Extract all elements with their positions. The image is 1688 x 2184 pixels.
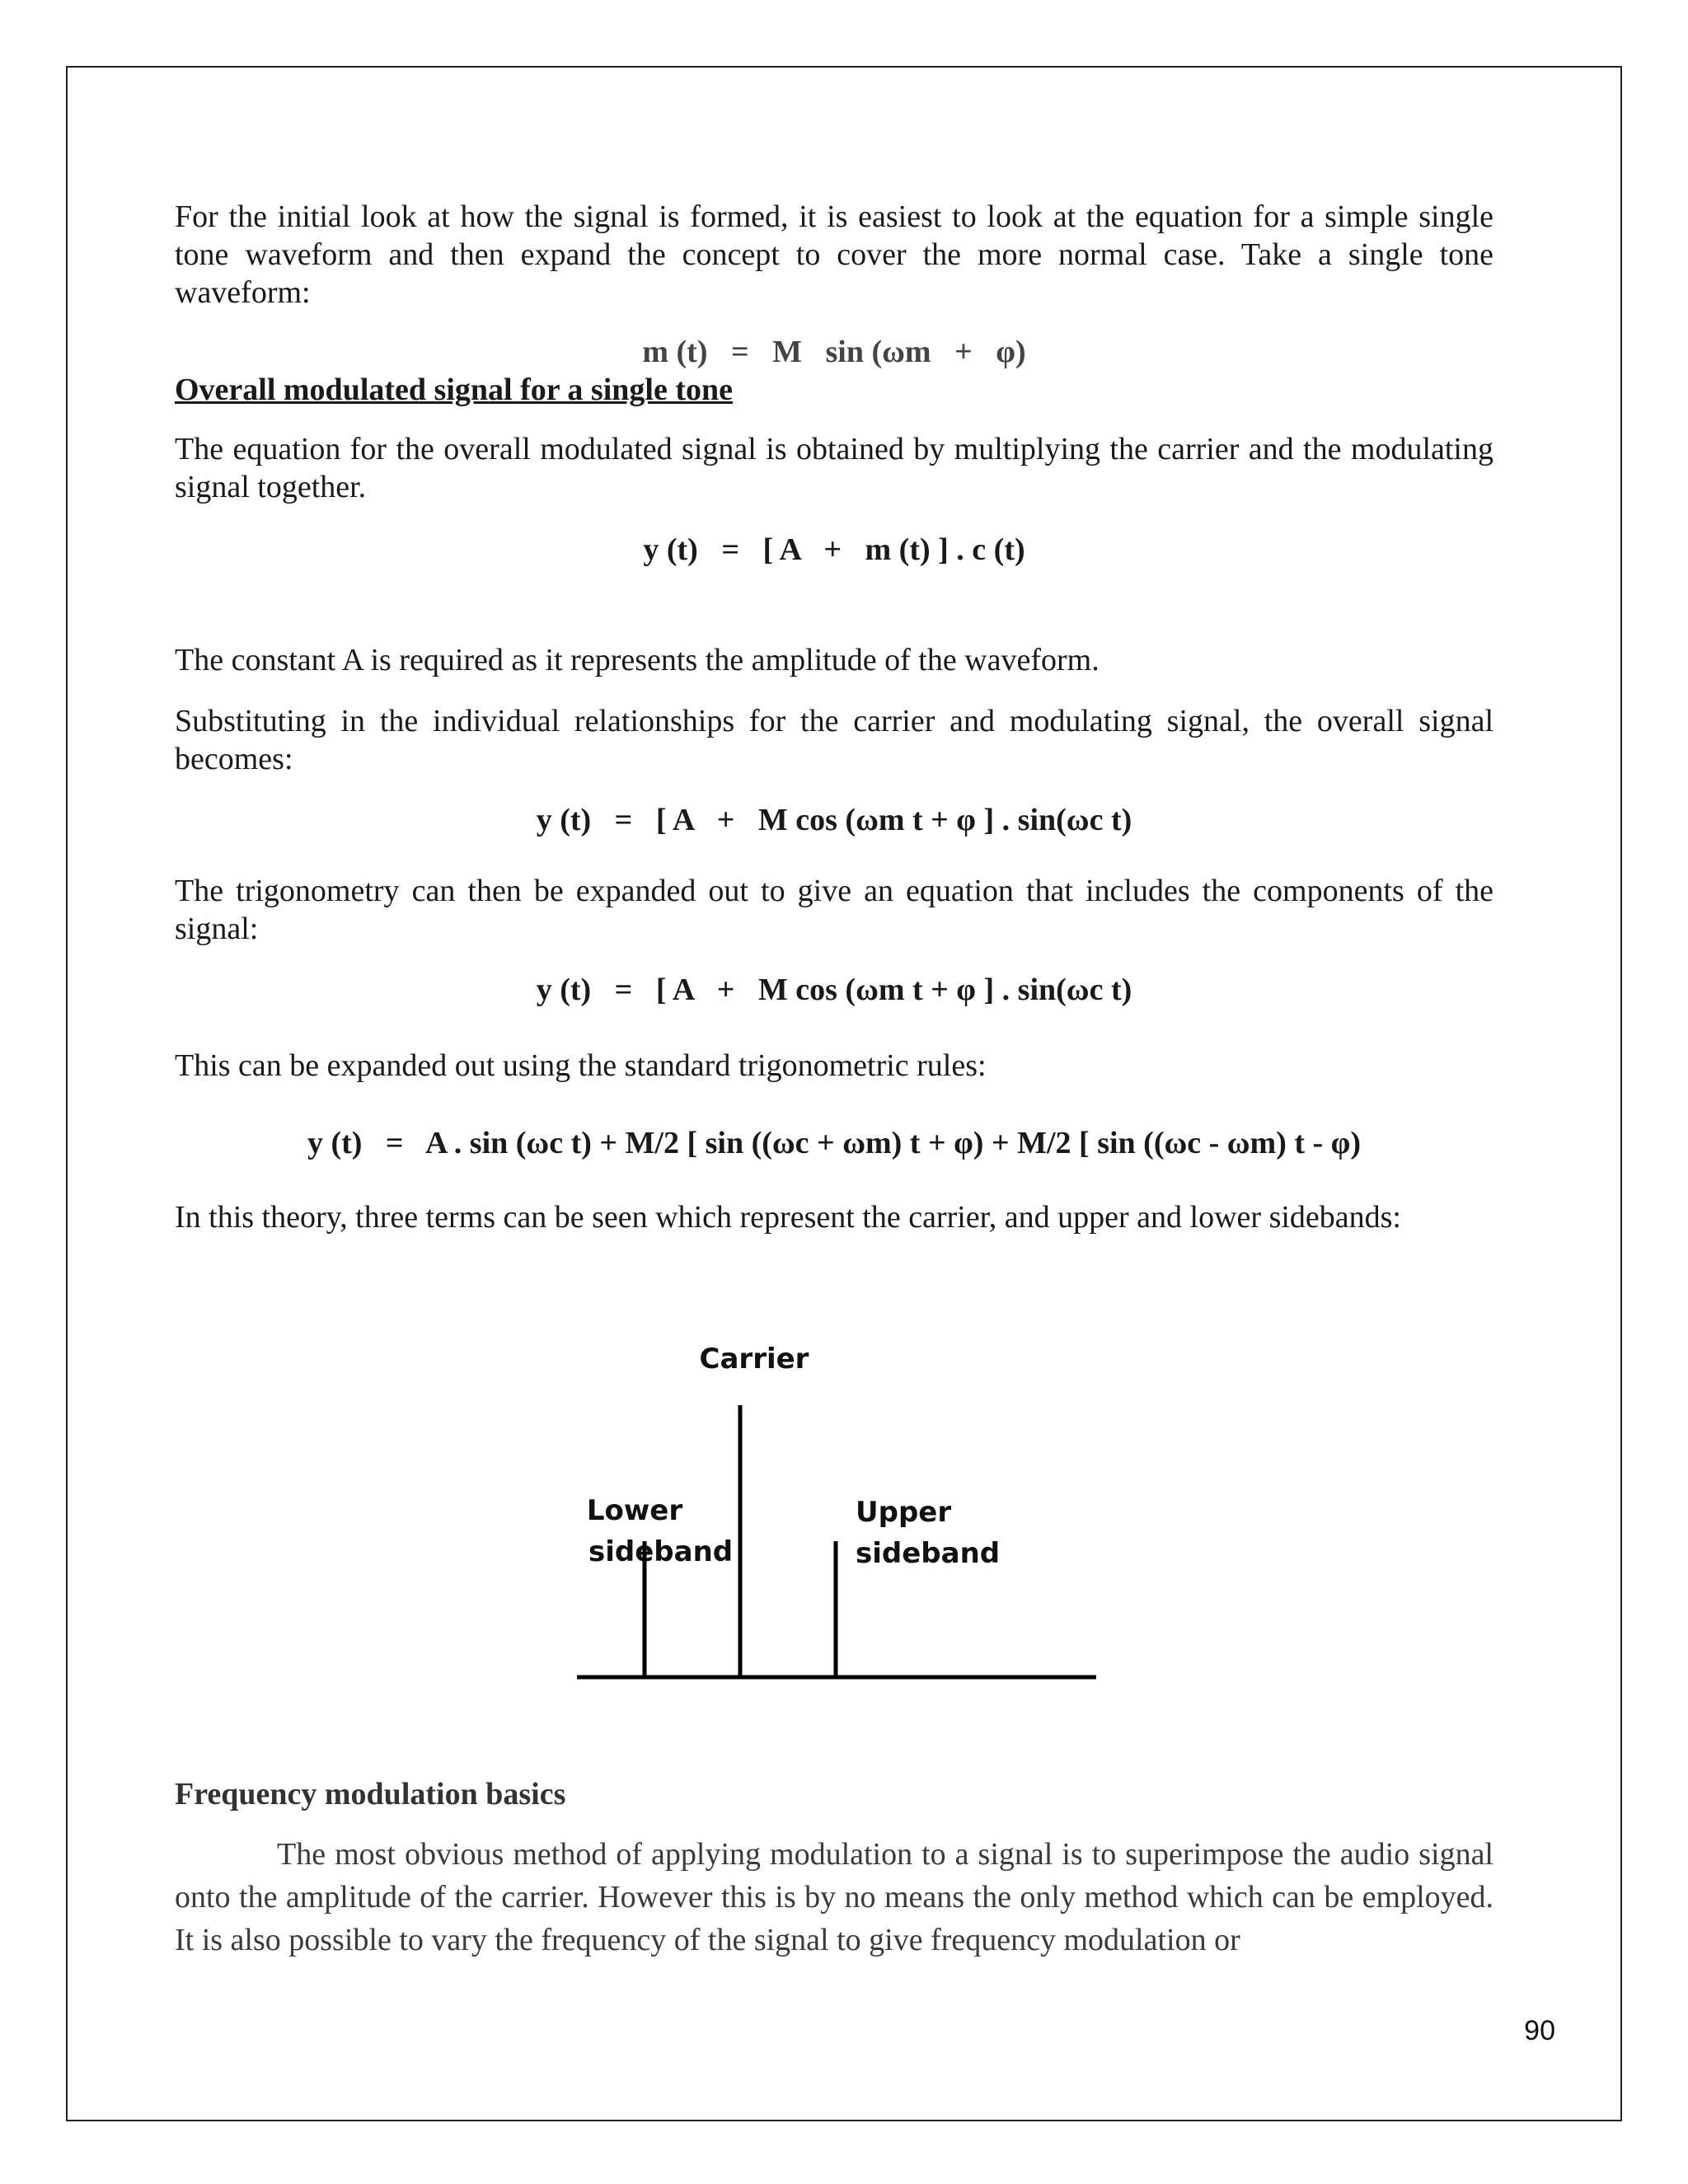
equation-trig: y (t) = [ A + M cos (ωm t + φ ] . sin(ωc t): [536, 972, 1132, 1007]
heading-fm-basics: Frequency modulation basics: [175, 1777, 566, 1811]
heading-single-tone: Overall modulated signal for a single tone: [175, 373, 733, 407]
page-number: 90: [1524, 2015, 1555, 2046]
paragraph-fm-basics: The most obvious method of applying modulation to a signal is to superimpose the audio signal onto the amplitude of the carrier. However this is by no means the only method which can be employed. It is also possible to vary the frequency of the signal to give frequency modulation or: [175, 1837, 1493, 1957]
upper-sideband-label-line1: Upper: [856, 1496, 952, 1529]
paragraph-three-terms: In this theory, three terms can be seen which represent the carrier, and upper and lower sidebands:: [175, 1200, 1401, 1235]
paragraph-overall: The equation for the overall modulated signal is obtained by multiplying the carrier and the modulating signal together.: [175, 432, 1493, 504]
lower-sideband-label-line2: sideband: [588, 1535, 734, 1568]
sideband-diagram: [544, 1327, 1137, 1698]
paragraph-constant-a: The constant A is required as it represents the amplitude of the waveform.: [175, 643, 1100, 677]
carrier-label: Carrier: [699, 1343, 809, 1376]
paragraph-trig: The trigonometry can then be expanded out to give an equation that includes the components of the signal:: [175, 874, 1493, 946]
equation-substituted: y (t) = [ A + M cos (ωm t + φ ] . sin(ωc t): [536, 803, 1132, 837]
paragraph-substituting: Substituting in the individual relationships for the carrier and modulating signal, the overall signal becomes:: [175, 704, 1493, 776]
paragraph-standard-rules: This can be expanded out using the standard trigonometric rules:: [175, 1048, 987, 1083]
sideband-diagram-svg: [544, 1327, 1137, 1698]
equation-overall: y (t) = [ A + m (t) ] . c (t): [643, 532, 1025, 567]
upper-sideband-label-line2: sideband: [856, 1537, 1001, 1570]
equation-expanded: y (t) = A . sin (ωc t) + M/2 [ sin ((ωc + ωm) t + φ) + M/2 [ sin ((ωc - ωm) t - φ): [307, 1126, 1362, 1160]
lower-sideband-label-line1: Lower: [586, 1494, 683, 1527]
paragraph-intro: For the initial look at how the signal is formed, it is easiest to look at the equation for a simple single tone waveform and then expand the concept to cover the more normal case. Take a single tone waveform:: [175, 199, 1493, 310]
equation-single-tone: m (t) = M sin (ωm + φ): [642, 335, 1026, 369]
